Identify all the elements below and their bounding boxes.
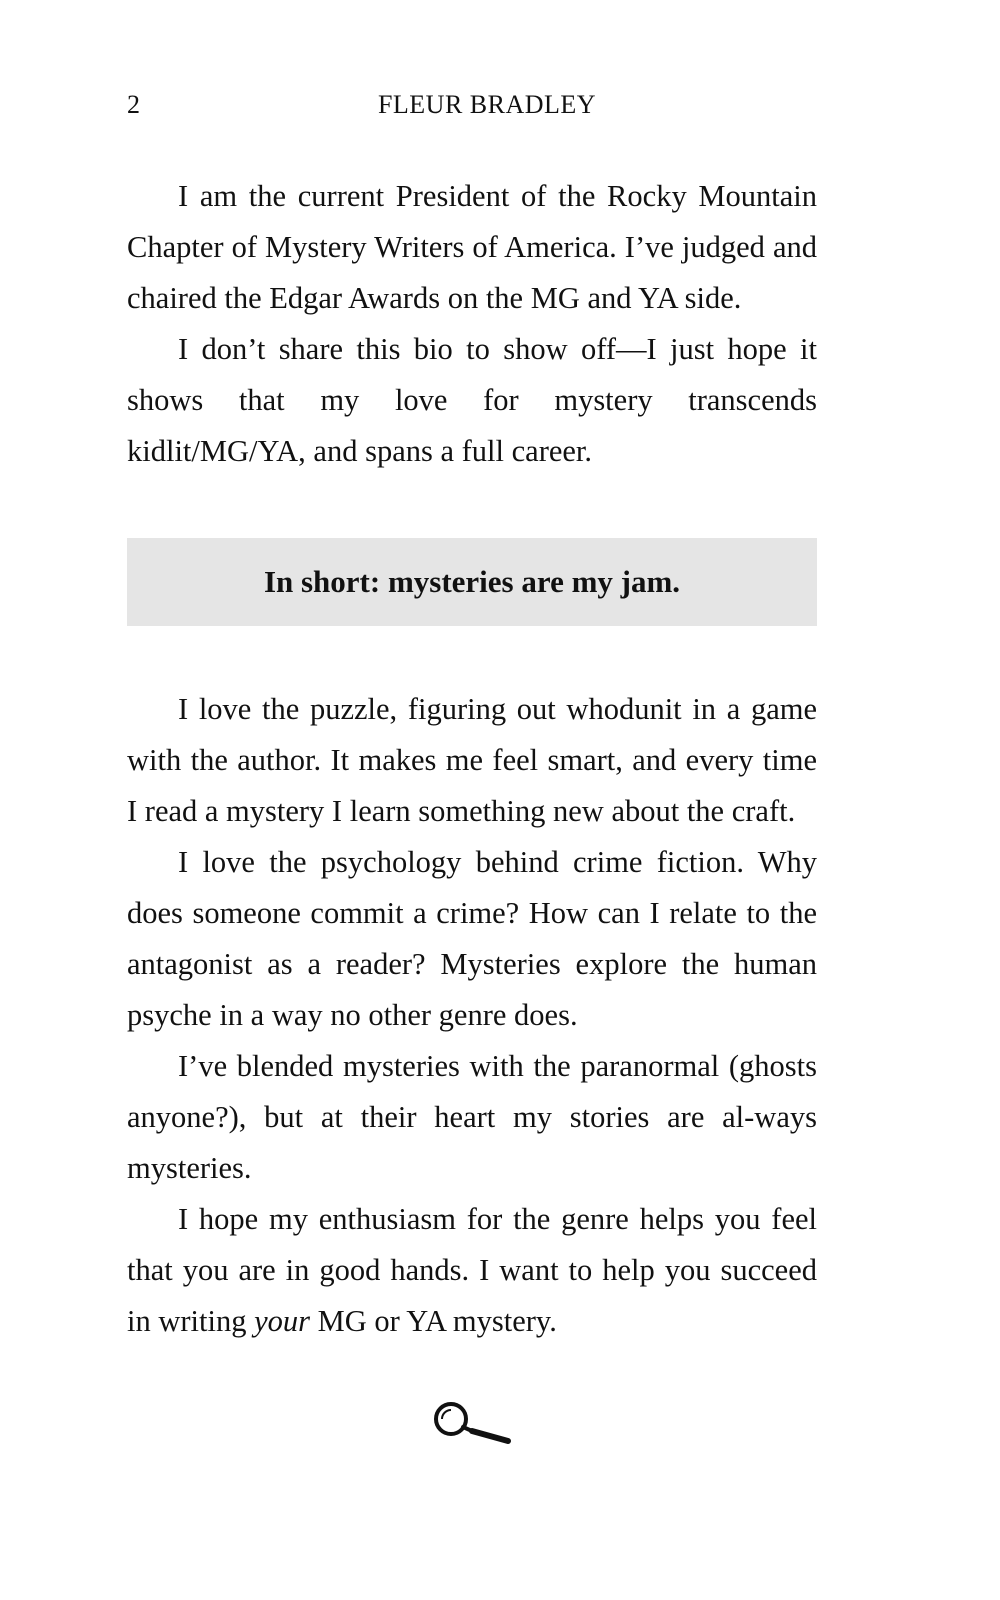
paragraph: I love the puzzle, figuring out whodunit in a game with the author. It makes me feel smart, and every time I read a mystery I learn something new about the craft.	[127, 692, 817, 828]
paragraph-text: MG or YA mystery.	[310, 1304, 557, 1338]
paragraph-text: I hope my enthusiasm for the genre helps you feel that you are in good hands. I want to help you succeed in writing	[127, 1202, 817, 1338]
paragraph: I’ve blended mysteries with the paranormal (ghosts anyone?), but at their heart my stories are al-ways mysteries.	[127, 1049, 817, 1185]
body-text-top	[127, 171, 817, 477]
callout-text: In short: mysteries are my jam.	[263, 564, 681, 599]
emphasis-text: your	[254, 1304, 311, 1338]
running-head	[127, 90, 817, 130]
paragraph: I don’t share this bio to show off—I just hope it shows that my love for mystery transcends kidlit/MG/YA, and spans a full career.	[127, 332, 817, 468]
paragraph: I love the psychology behind crime fiction. Why does someone commit a crime? How can I relate to the antagonist as a reader? Mysteries explore the human psyche in a way no other genre does.	[127, 845, 817, 1032]
callout-box	[127, 538, 817, 626]
magnifying-glass-icon	[432, 1400, 518, 1450]
paragraph	[127, 1194, 817, 1347]
running-head-author: FLEUR BRADLEY	[377, 90, 597, 119]
page-number: 2	[127, 90, 140, 119]
paragraph: I am the current President of the Rocky Mountain Chapter of Mystery Writers of America. I’ve judged and chaired the Edgar Awards on the MG and YA side.	[127, 179, 817, 315]
body-text-bottom	[127, 684, 817, 1347]
